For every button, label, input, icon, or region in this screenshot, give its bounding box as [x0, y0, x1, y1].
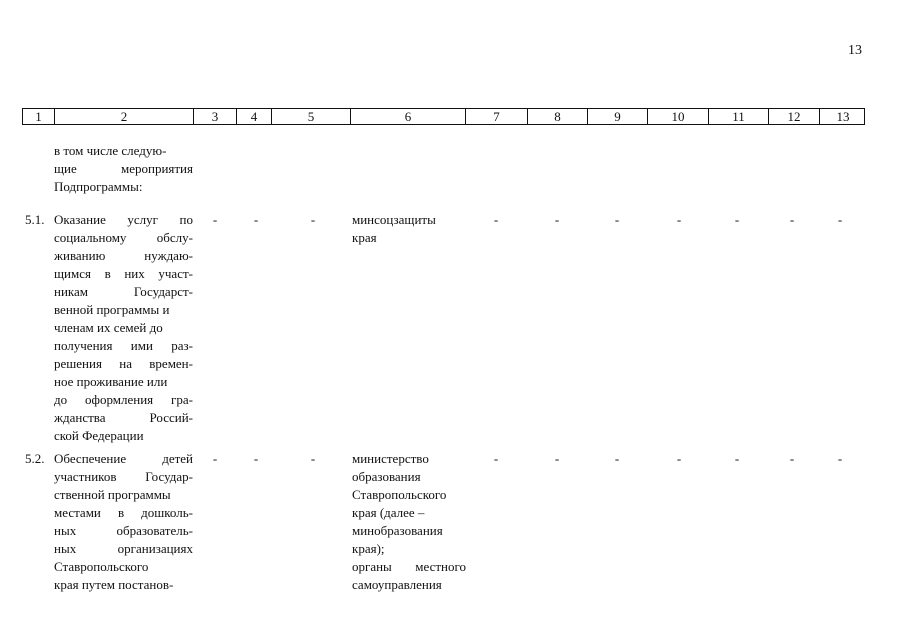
- value-col-9: -: [614, 212, 620, 227]
- row-executor: министерство образования Ставропольского края (далее – минобразования края); органы местного самоуправления: [352, 451, 466, 592]
- header-col-7: 7: [466, 109, 528, 124]
- header-col-3: 3: [194, 109, 237, 124]
- value-col-10: -: [676, 451, 682, 466]
- row-executor: минсоцзащиты края: [352, 212, 436, 245]
- value-col-5: -: [310, 451, 316, 466]
- row-description: Обеспечение детей участников Государ- ственной программы местами в дошколь- ных образователь- ных организациях Ставропольского края путем постанов-: [54, 451, 193, 592]
- intro-line: щие мероприятия: [54, 161, 193, 176]
- value-col-13: -: [837, 451, 843, 466]
- header-col-9: 9: [588, 109, 648, 124]
- header-col-2: 2: [55, 109, 194, 124]
- value-col-9: -: [614, 451, 620, 466]
- value-col-5: -: [310, 212, 316, 227]
- value-col-3: -: [212, 212, 218, 227]
- header-col-5: 5: [272, 109, 351, 124]
- header-col-10: 10: [648, 109, 709, 124]
- row-description: Оказание услуг по социальному обслу- живанию нуждаю- щимся в них участ- никам Государст- венной программы и членам их семей до получения ими раз- решения на времен- ное проживание или до оформления гра- жданства Россий- ской Федерации: [54, 212, 193, 443]
- value-col-8: -: [554, 451, 560, 466]
- value-col-11: -: [734, 212, 740, 227]
- header-col-12: 12: [769, 109, 820, 124]
- header-col-6: 6: [351, 109, 466, 124]
- value-col-7: -: [493, 212, 499, 227]
- header-col-1: 1: [23, 109, 55, 124]
- value-col-4: -: [253, 212, 259, 227]
- value-col-12: -: [789, 451, 795, 466]
- intro-line: Подпрограммы:: [54, 179, 143, 194]
- value-col-10: -: [676, 212, 682, 227]
- header-col-13: 13: [836, 109, 850, 124]
- value-col-7: -: [493, 451, 499, 466]
- intro-line: в том числе следую-: [54, 143, 167, 158]
- table-header-row: [22, 108, 865, 125]
- value-col-8: -: [554, 212, 560, 227]
- row-number: 5.1.: [25, 212, 45, 227]
- header-col-8: 8: [528, 109, 588, 124]
- value-col-3: -: [212, 451, 218, 466]
- header-col-4: 4: [237, 109, 272, 124]
- header-col-11: 11: [709, 109, 769, 124]
- page-number: 13: [848, 43, 862, 58]
- intro-text: [54, 142, 193, 196]
- value-col-4: -: [253, 451, 259, 466]
- value-col-13: -: [837, 212, 843, 227]
- value-col-11: -: [734, 451, 740, 466]
- row-number: 5.2.: [25, 451, 45, 466]
- value-col-12: -: [789, 212, 795, 227]
